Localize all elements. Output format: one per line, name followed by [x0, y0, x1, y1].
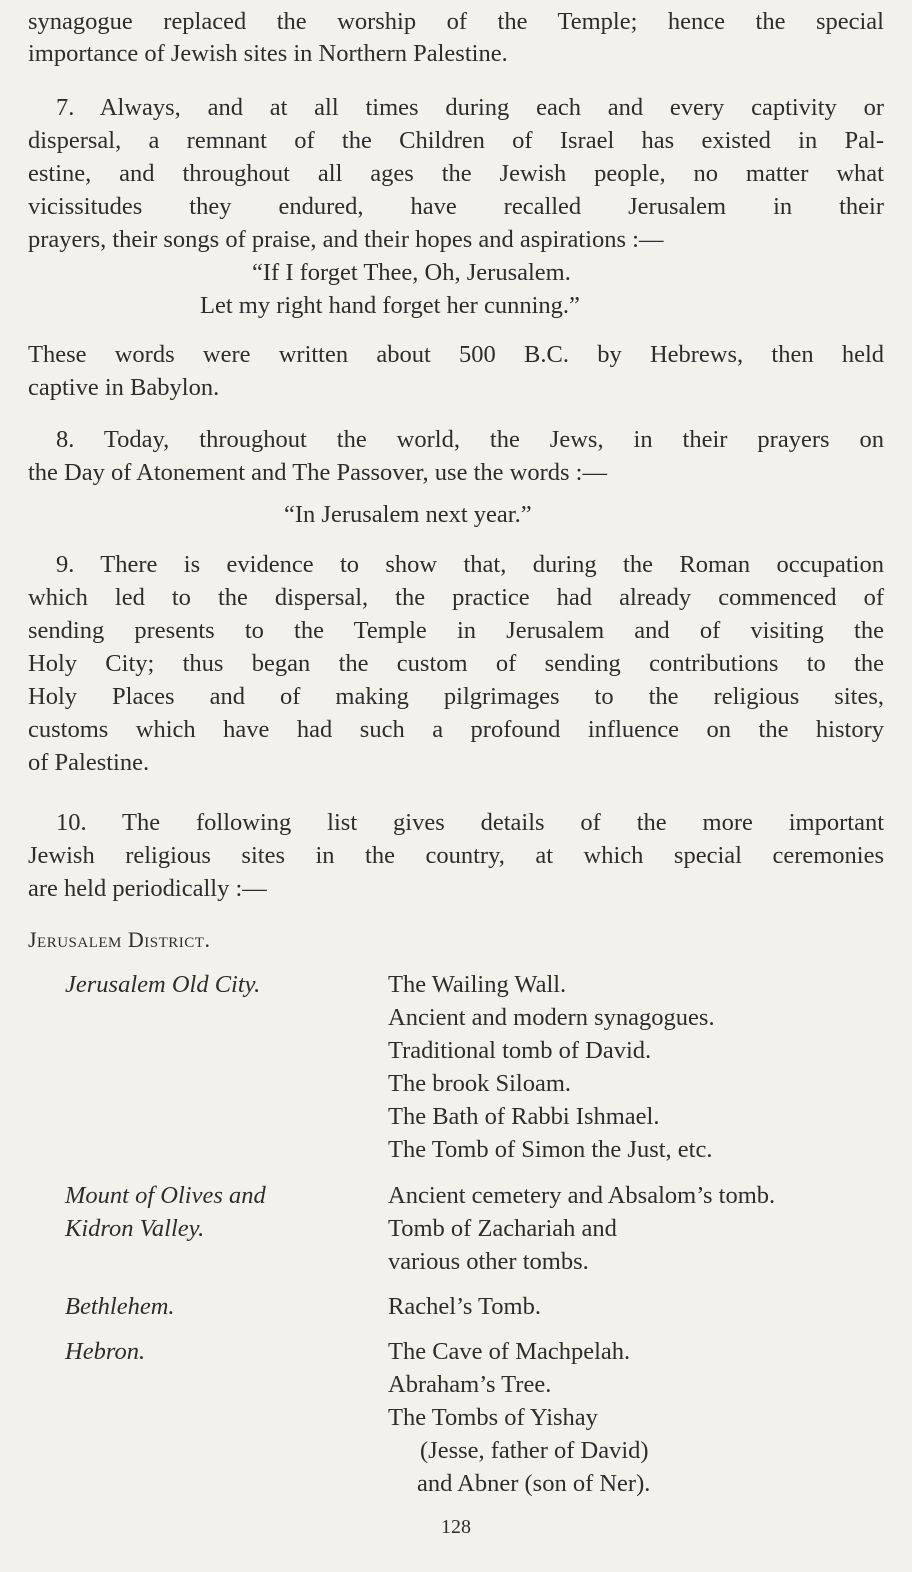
site-item: Traditional tomb of David. — [388, 1037, 652, 1064]
site-place: Hebron. — [65, 1338, 146, 1365]
site-place: Kidron Valley. — [65, 1215, 205, 1242]
site-item: Ancient cemetery and Absalom’s tomb. — [388, 1182, 776, 1209]
paragraph-8-start: 8. Today, throughout the world, the Jews, in their prayers on — [56, 426, 884, 453]
paragraph-9-start: 9. There is evidence to show that, during the Roman occupation — [56, 551, 884, 578]
text-line: Holy City; thus began the custom of sending contributions to the — [28, 650, 884, 677]
quote-line: Let my right hand forget her cunning.” — [200, 292, 580, 319]
site-item: Tomb of Zachariah and — [388, 1215, 617, 1242]
text-line: customs which have had such a profound influence on the history — [28, 716, 884, 743]
text-line: dispersal, a remnant of the Children of Israel has existed in Pal- — [28, 127, 884, 154]
site-item: The Cave of Machpelah. — [388, 1338, 631, 1365]
site-place: Jerusalem Old City. — [65, 971, 261, 998]
site-place: Mount of Olives and — [65, 1182, 266, 1209]
site-item: The Bath of Rabbi Ishmael. — [388, 1103, 660, 1130]
site-item: The Tomb of Simon the Just, etc. — [388, 1136, 713, 1163]
district-heading: Jerusalem District. — [28, 927, 211, 952]
paragraph-10-start: 10. The following list gives details of the more important — [56, 809, 884, 836]
quote-line: “In Jerusalem next year.” — [284, 501, 532, 528]
site-item: The brook Siloam. — [388, 1070, 572, 1097]
text-line: sending presents to the Temple in Jerusalem and of visiting the — [28, 617, 884, 644]
site-item: Abraham’s Tree. — [388, 1371, 552, 1398]
site-item: The Wailing Wall. — [388, 971, 567, 998]
text-line: importance of Jewish sites in Northern Palestine. — [28, 40, 508, 67]
paragraph-7-start: 7. Always, and at all times during each and every captivity or — [56, 94, 884, 121]
page-number: 128 — [441, 1516, 471, 1538]
site-item: various other tombs. — [388, 1248, 589, 1275]
site-item: (Jesse, father of David) — [420, 1437, 649, 1464]
text-line: of Palestine. — [28, 749, 150, 776]
text-line: These words were written about 500 B.C. by Hebrews, then held — [28, 341, 884, 368]
site-place: Bethlehem. — [65, 1293, 175, 1320]
text-line: Jewish religious sites in the country, at which special ceremonies — [28, 842, 884, 869]
text-line: are held periodically :— — [28, 875, 267, 902]
quote-line: “If I forget Thee, Oh, Jerusalem. — [252, 259, 571, 286]
site-item: The Tombs of Yishay — [388, 1404, 598, 1431]
text-line: which led to the dispersal, the practice had already commenced of — [28, 584, 884, 611]
site-item: and Abner (son of Ner). — [417, 1470, 651, 1497]
text-line: Holy Places and of making pilgrimages to the religious sites, — [28, 683, 884, 710]
text-line: vicissitudes they endured, have recalled Jerusalem in their — [28, 193, 884, 220]
site-item: Rachel’s Tomb. — [388, 1293, 541, 1320]
site-item: Ancient and modern synagogues. — [388, 1004, 715, 1031]
text-line: captive in Babylon. — [28, 374, 220, 401]
text-line: estine, and throughout all ages the Jewish people, no matter what — [28, 160, 884, 187]
text-line: the Day of Atonement and The Passover, use the words :— — [28, 459, 607, 486]
text-line: synagogue replaced the worship of the Temple; hence the special — [28, 8, 884, 35]
text-line: prayers, their songs of praise, and their hopes and aspirations :— — [28, 226, 664, 253]
